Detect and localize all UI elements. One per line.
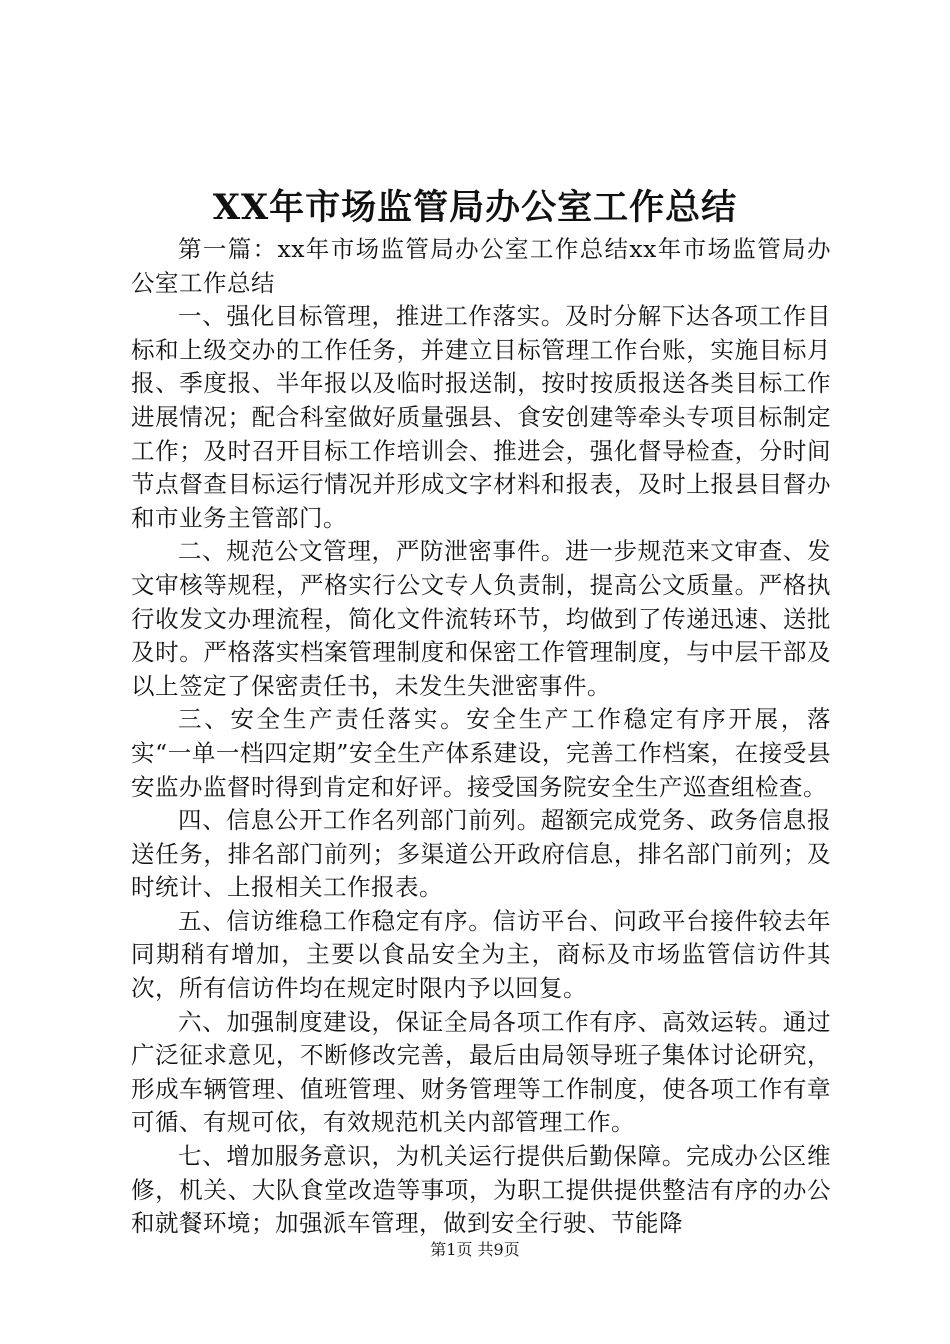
paragraph: 六、加强制度建设，保证全局各项工作有序、高效运转。通过广泛征求意见，不断修改完善，最后由局领导班子集体讨论研究，形成车辆管理、值班管理、财务管理等工作制度，使各项工作有章可循、有规可依，有效规范机关内部管理工作。	[131, 1007, 831, 1137]
paragraph: 四、信息公开工作名列部门前列。超额完成党务、政务信息报送任务，排名部门前列；多渠道公开政府信息，排名部门前列；及时统计、上报相关工作报表。	[131, 806, 831, 902]
document-body	[131, 233, 831, 1241]
page-number-footer: 第1页 共9页	[430, 1240, 520, 1259]
paragraph: 第一篇：xx年市场监管局办公室工作总结xx年市场监管局办公室工作总结	[131, 235, 831, 297]
paragraph: 七、增加服务意识，为机关运行提供后勤保障。完成办公区维修，机关、大队食堂改造等事项，为职工提供提供整洁有序的办公和就餐环境；加强派车管理，做到安全行驶、节能降	[131, 1142, 831, 1238]
paragraph: 一、强化目标管理，推进工作落实。及时分解下达各项工作目标和上级交办的工作任务，并建立目标管理工作台账，实施目标月报、季度报、半年报以及临时报送制，按时按质报送各类目标工作进展情况；配合科室做好质量强县、食安创建等牵头专项目标制定工作；及时召开目标工作培训会、推进会，强化督导检查，分时间节点督查目标运行情况并形成文字材料和报表，及时上报县目督办和市业务主管部门。	[131, 302, 831, 532]
paragraph: 二、规范公文管理，严防泄密事件。进一步规范来文审查、发文审核等规程，严格实行公文专人负责制，提高公文质量。严格执行收发文办理流程，简化文件流转环节，均做到了传递迅速、送批及时。严格落实档案管理制度和保密工作管理制度，与中层干部及以上签定了保密责任书，未发生失泄密事件。	[131, 537, 831, 700]
paragraph: 三、安全生产责任落实。安全生产工作稳定有序开展，落实“一单一档四定期”安全生产体系建设，完善工作档案，在接受县安监办监督时得到肯定和好评。接受国务院安全生产巡查组检查。	[131, 705, 831, 801]
document-title: XX年市场监管局办公室工作总结	[212, 187, 738, 228]
paragraph: 五、信访维稳工作稳定有序。信访平台、问政平台接件较去年同期稍有增加，主要以食品安全为主，商标及市场监管信访件其次，所有信访件均在规定时限内予以回复。	[131, 906, 831, 1003]
